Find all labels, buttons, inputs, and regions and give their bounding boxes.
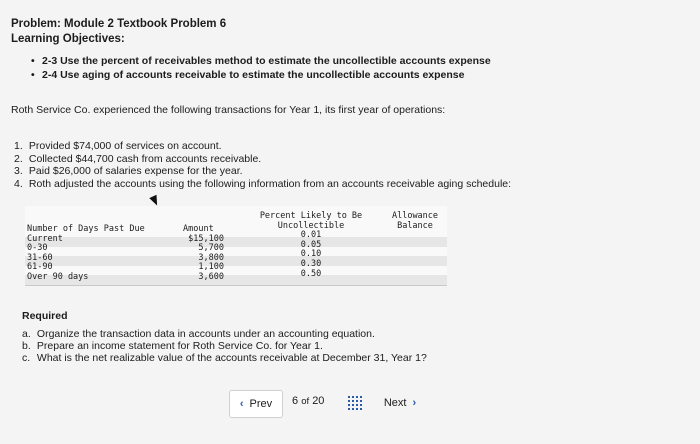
table-cell: 0.01 (300, 230, 322, 241)
table-cell: 1,100 (198, 262, 224, 273)
objective-item: • 2-4 Use aging of accounts receivable to estimate the uncollectible accounts expense (31, 69, 465, 81)
table-cell: 3,600 (198, 271, 224, 282)
bullet-icon: • (31, 69, 35, 81)
grid-icon[interactable] (347, 395, 363, 411)
page-indicator (292, 395, 324, 407)
next-label: Next (383, 397, 407, 409)
objectives-heading: Learning Objectives: (11, 33, 125, 45)
table-cell: 3,800 (198, 252, 224, 263)
table-cell: $15,100 (188, 233, 224, 244)
header-allowance: Allowance (391, 211, 439, 221)
table-cell: 0.10 (300, 249, 322, 260)
required-heading: Required (22, 310, 68, 322)
header-amount: Amount (183, 224, 214, 234)
table-cell: Current (27, 233, 63, 244)
table-cell: 5,700 (198, 243, 224, 254)
current-page: 6 (292, 395, 299, 407)
transaction-item: 1. Provided $74,000 of services on account. (14, 140, 222, 152)
amount-column (183, 225, 224, 283)
requirement-item: b. Prepare an income statement for Roth Service Co. for Year 1. (22, 340, 323, 352)
requirements-list (22, 328, 427, 364)
bullet-icon: • (31, 55, 35, 67)
requirement-item: a. Organize the transaction data in accounts under an accounting equation. (22, 328, 375, 340)
objective-item: • 2-3 Use the percent of receivables method to estimate the uncollectible accounts expense (31, 55, 491, 67)
chevron-left-icon: ‹ (239, 398, 244, 410)
of-label: of (301, 396, 310, 407)
transaction-item: 3. Paid $26,000 of salaries expense for the year. (14, 165, 243, 177)
transaction-item: 2. Collected $44,700 cash from accounts receivable. (14, 152, 262, 165)
header-percent: Uncollectible (277, 220, 345, 231)
intro-text: Roth Service Co. experienced the following transactions for Year 1, its first year of operations: (11, 104, 446, 116)
aging-schedule-table (25, 206, 447, 286)
table-cell: 0-30 (27, 243, 48, 254)
table-cell: 61-90 (27, 262, 53, 273)
transactions-list (14, 140, 511, 190)
next-button[interactable] (374, 390, 426, 416)
objectives-list (32, 54, 491, 82)
prev-button[interactable] (229, 390, 283, 418)
table-cell: 0.50 (300, 268, 322, 279)
problem-title: Problem: Module 2 Textbook Problem 6 (11, 18, 227, 30)
total-pages: 20 (312, 395, 325, 407)
table-cell: Over 90 days (27, 271, 89, 282)
header-days: Number of Days Past Due (27, 224, 145, 234)
allowance-column (385, 212, 445, 231)
header-percent: Percent Likely to Be (259, 211, 363, 221)
transaction-item: 4. Roth adjusted the accounts using the following information from an accounts receivable aging schedule: (14, 177, 512, 190)
prev-label: Prev (249, 398, 273, 410)
chevron-right-icon: › (412, 397, 417, 409)
table-cell: 0.30 (300, 258, 322, 269)
pagination (229, 390, 437, 416)
header-allowance: Balance (397, 220, 433, 231)
table-cell: 0.05 (300, 239, 322, 250)
table-divider (25, 285, 447, 286)
percent-column (255, 212, 367, 279)
days-column (27, 225, 145, 283)
requirement-item: c. What is the net realizable value of the accounts receivable at December 31, Year 1? (22, 352, 427, 364)
table-cell: 31-60 (27, 252, 53, 263)
